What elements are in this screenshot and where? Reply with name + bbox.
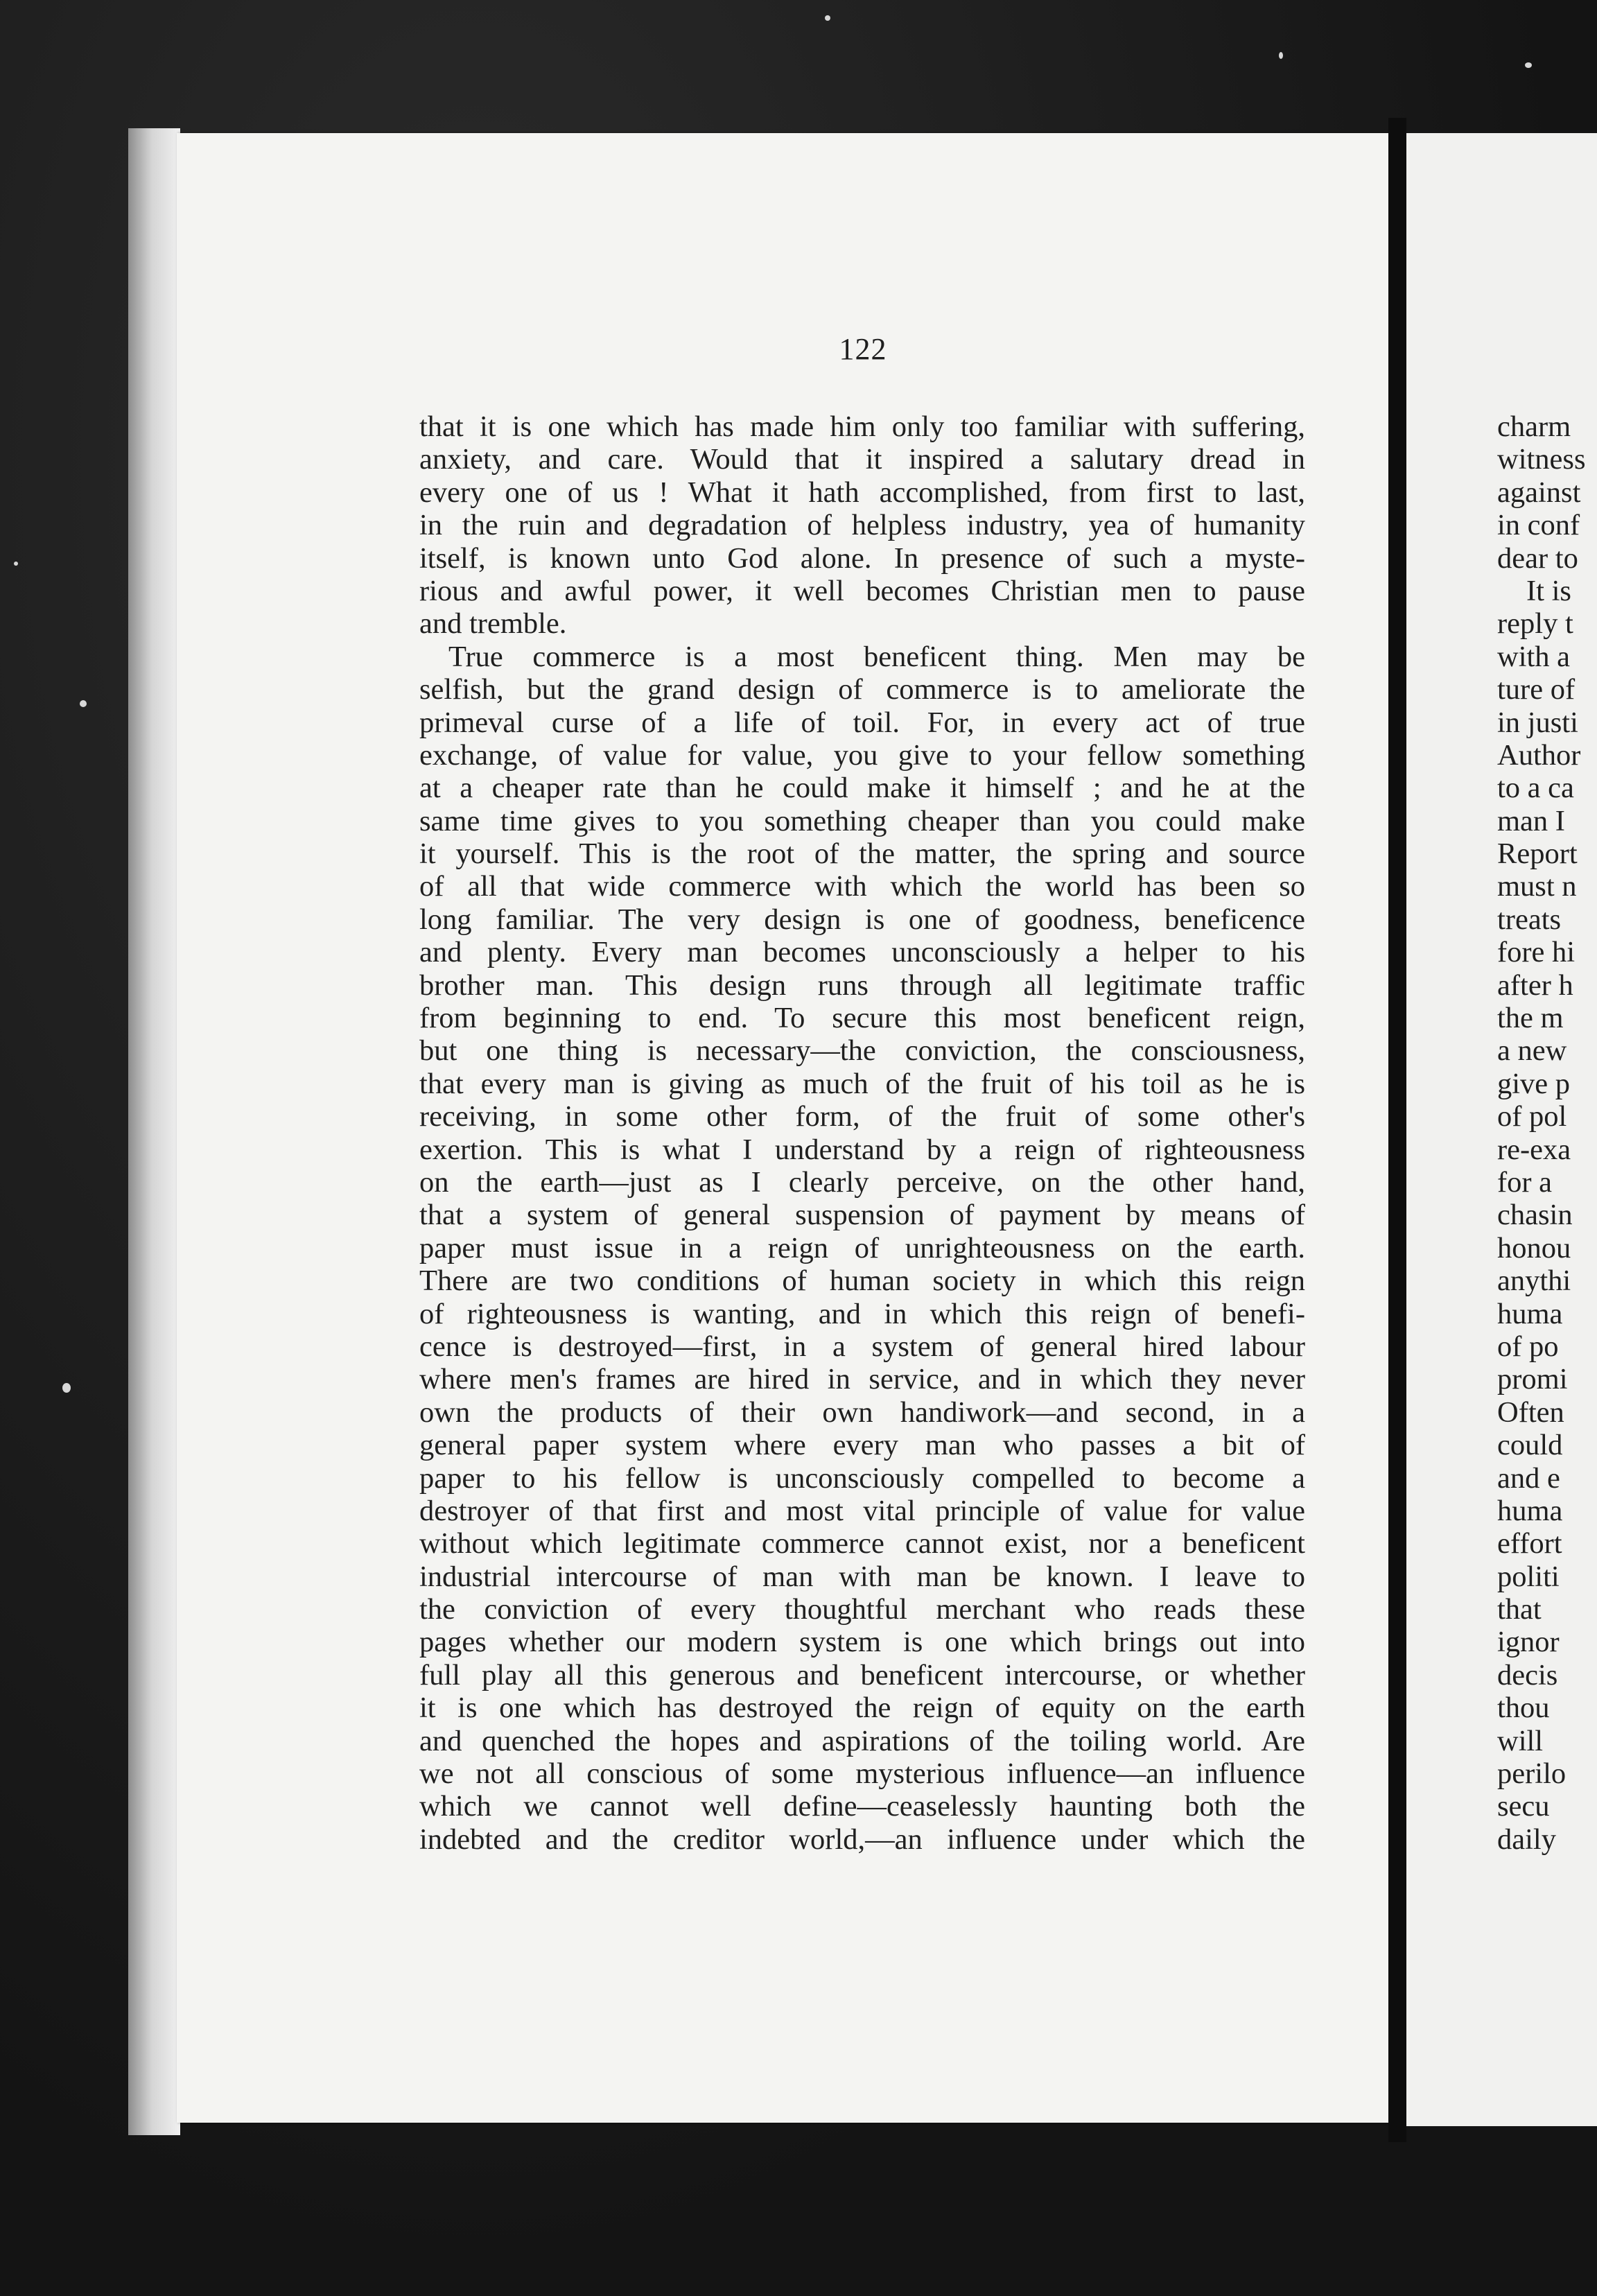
text-line: fore hi xyxy=(1497,936,1576,969)
text-line: where men's frames are hired in service, and in which they never xyxy=(419,1363,1305,1396)
text-line: witness xyxy=(1497,443,1586,476)
text-line: which we cannot well define—ceaselessly haunting both the xyxy=(419,1790,1305,1823)
text-line: indebted and the creditor world,—an influence under which the xyxy=(419,1823,1305,1856)
text-line: must n xyxy=(1497,870,1577,903)
text-line: effort xyxy=(1497,1527,1562,1560)
text-line: decis xyxy=(1497,1658,1558,1691)
text-line: on the earth—just as I clearly perceive, on the other hand, xyxy=(419,1165,1305,1199)
text-line: it yourself. This is the root of the matter, the spring and source xyxy=(419,837,1305,871)
text-line: full play all this generous and beneficent intercourse, or whether xyxy=(419,1658,1305,1691)
text-line: to a ca xyxy=(1497,772,1574,805)
text-line: charm xyxy=(1497,410,1571,443)
text-line: paper must issue in a reign of unrighteousness on the earth. xyxy=(419,1231,1305,1264)
text-line: and quenched the hopes and aspirations of the toiling world. Are xyxy=(419,1724,1305,1757)
text-line: general paper system where every man who passes a bit of xyxy=(419,1429,1305,1462)
text-line: long familiar. The very design is one of goodness, beneficence xyxy=(419,903,1305,936)
text-line: perilo xyxy=(1497,1757,1567,1791)
text-line: every one of us ! What it hath accomplished, from first to last, xyxy=(419,476,1305,509)
text-line: selfish, but the grand design of commerce is to ameliorate the xyxy=(419,673,1305,706)
text-line: thou xyxy=(1497,1691,1550,1725)
text-line: exertion. This is what I understand by a reign of righteousness xyxy=(419,1133,1305,1166)
text-line: and plenty. Every man becomes unconsciously a helper to his xyxy=(419,936,1305,969)
text-line: with a xyxy=(1497,640,1571,673)
text-line: politi xyxy=(1497,1560,1560,1593)
book-gutter xyxy=(1388,118,1406,2142)
text-line: There are two conditions of human society in which this reign xyxy=(419,1264,1305,1298)
text-line: Author xyxy=(1497,738,1581,772)
text-line: we not all conscious of some mysterious influence—an influence xyxy=(419,1757,1305,1791)
text-line: anythi xyxy=(1497,1264,1571,1298)
text-line: but one thing is necessary—the conviction, the consciousness, xyxy=(419,1034,1305,1068)
text-line: in conf xyxy=(1497,509,1580,542)
text-line: after h xyxy=(1497,968,1573,1002)
text-line: paper to his fellow is unconsciously compelled to become a xyxy=(419,1461,1305,1495)
dust-speck xyxy=(14,562,18,566)
text-line: huma xyxy=(1497,1494,1563,1527)
text-line: cence is destroyed—first, in a system of general hired labour xyxy=(419,1330,1305,1363)
text-line: will xyxy=(1497,1724,1544,1757)
text-line: True commerce is a most beneficent thing. Men may be xyxy=(448,640,1305,673)
text-line: treats xyxy=(1497,903,1562,936)
text-line: the conviction of every thoughtful merchant who reads these xyxy=(419,1593,1305,1626)
text-line: and e xyxy=(1497,1461,1560,1495)
text-line: against xyxy=(1497,476,1581,509)
text-line: primeval curse of a life of toil. For, in every act of true xyxy=(419,706,1305,739)
text-line: re-exa xyxy=(1497,1133,1571,1166)
text-line: dear to xyxy=(1497,541,1578,575)
text-line: itself, is known unto God alone. In presence of such a myste- xyxy=(419,541,1305,575)
text-line: promi xyxy=(1497,1363,1568,1396)
text-line: the m xyxy=(1497,1002,1564,1035)
text-line: that it is one which has made him only too familiar with suffering, xyxy=(419,410,1305,443)
text-line: in the ruin and degradation of helpless industry, yea of humanity xyxy=(419,509,1305,542)
text-line: own the products of their own handiwork—and second, in a xyxy=(419,1395,1305,1429)
dust-speck xyxy=(1279,52,1283,59)
right-page-body-text xyxy=(1497,410,1597,1856)
left-page-body-text xyxy=(419,410,1305,1856)
text-line: rious and awful power, it well becomes Christian men to pause xyxy=(419,574,1305,607)
text-line: a new xyxy=(1497,1034,1567,1068)
text-line: reply t xyxy=(1497,607,1573,641)
text-line: could xyxy=(1497,1429,1563,1462)
text-line: brother man. This design runs through all legitimate traffic xyxy=(419,968,1305,1002)
text-line: in justi xyxy=(1497,706,1578,739)
text-line: without which legitimate commerce cannot exist, nor a beneficent xyxy=(419,1527,1305,1560)
text-line: huma xyxy=(1497,1297,1563,1330)
text-line: anxiety, and care. Would that it inspired a salutary dread in xyxy=(419,443,1305,476)
text-line: at a cheaper rate than he could make it himself ; and he at the xyxy=(419,772,1305,805)
text-line: man I xyxy=(1497,804,1565,837)
dust-speck xyxy=(80,700,87,707)
text-line: it is one which has destroyed the reign of equity on the earth xyxy=(419,1691,1305,1725)
text-line: exchange, of value for value, you give to your fellow something xyxy=(419,738,1305,772)
text-line: ture of xyxy=(1497,673,1576,706)
text-line: give p xyxy=(1497,1067,1571,1100)
text-line: It is xyxy=(1526,574,1571,607)
text-line: that xyxy=(1497,1593,1542,1626)
text-line: of righteousness is wanting, and in which this reign of benefi- xyxy=(419,1297,1305,1330)
text-line: ignor xyxy=(1497,1626,1560,1659)
text-line: and tremble. xyxy=(419,607,567,641)
text-line: from beginning to end. To secure this most beneficent reign, xyxy=(419,1002,1305,1035)
text-line: of all that wide commerce with which the world has been so xyxy=(419,870,1305,903)
text-line: receiving, in some other form, of the fruit of some other's xyxy=(419,1100,1305,1133)
text-line: for a xyxy=(1497,1165,1553,1199)
dust-speck xyxy=(62,1383,71,1393)
text-line: that every man is giving as much of the fruit of his toil as he is xyxy=(419,1067,1305,1100)
dust-speck xyxy=(825,15,830,21)
text-line: industrial intercourse of man with man be known. I leave to xyxy=(419,1560,1305,1593)
text-line: that a system of general suspension of payment by means of xyxy=(419,1199,1305,1232)
page-number: 122 xyxy=(839,332,887,366)
text-line: pages whether our modern system is one which brings out into xyxy=(419,1626,1305,1659)
dust-speck xyxy=(1525,62,1532,68)
text-line: Report xyxy=(1497,837,1578,871)
text-line: honou xyxy=(1497,1231,1571,1264)
page-stack-edge xyxy=(128,128,180,2135)
text-line: destroyer of that first and most vital principle of value for value xyxy=(419,1494,1305,1527)
text-line: chasin xyxy=(1497,1199,1573,1232)
text-line: of pol xyxy=(1497,1100,1567,1133)
text-line: secu xyxy=(1497,1790,1550,1823)
text-line: Often xyxy=(1497,1395,1564,1429)
text-line: daily xyxy=(1497,1823,1556,1856)
text-line: of po xyxy=(1497,1330,1559,1363)
text-line: same time gives to you something cheaper than you could make xyxy=(419,804,1305,837)
